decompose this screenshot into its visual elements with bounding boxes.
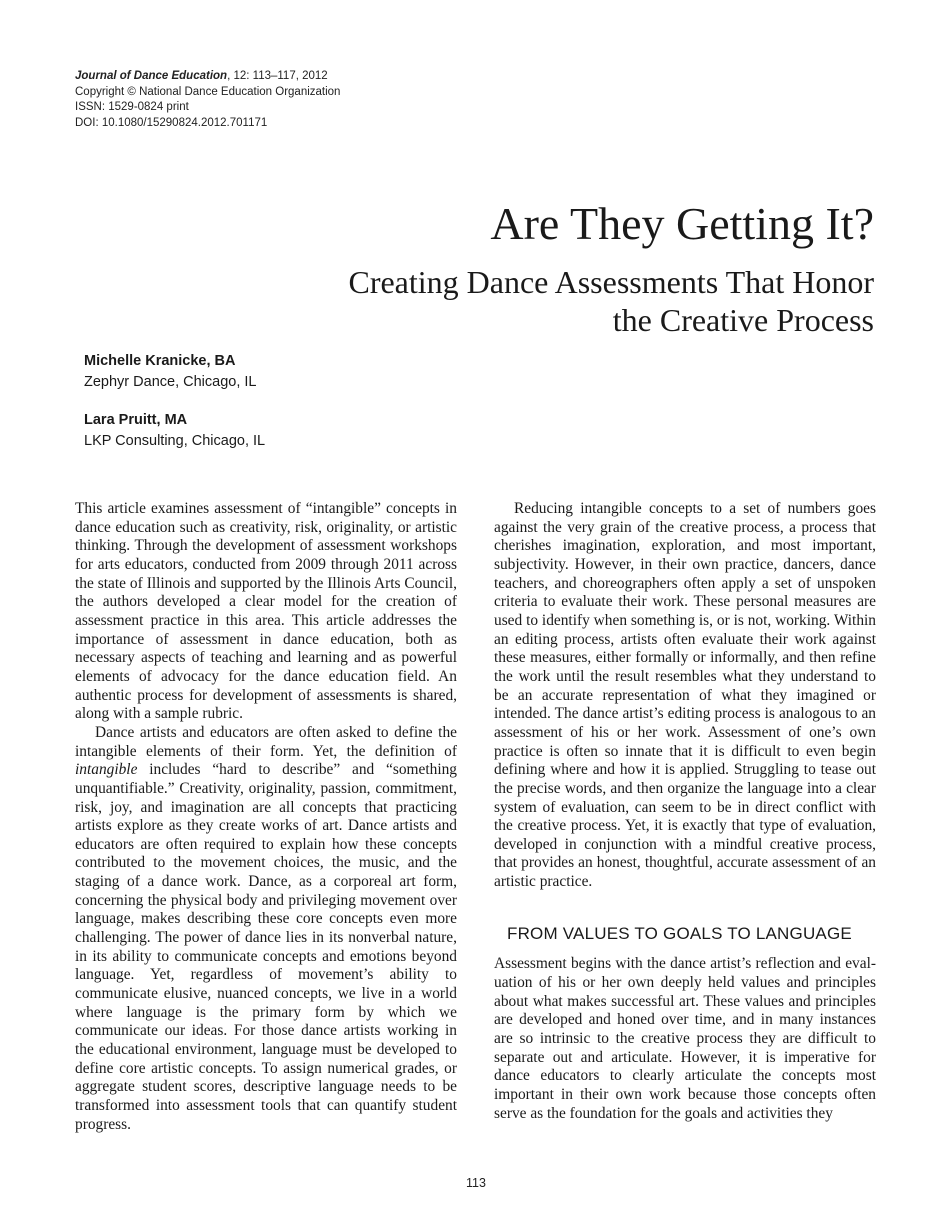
journal-name: Journal of Dance Education bbox=[75, 70, 228, 82]
author-name: Lara Pruitt, MA bbox=[84, 412, 188, 428]
issn-line: ISSN: 1529-0824 print bbox=[75, 101, 189, 113]
body-paragraph: Reducing intangible concepts to a set of numbers goes against the very grain of the creative process, a process that cherishes imagination, exploration, and most important, subjectivity. However, in their own practice, dancers, dance teachers, and choreographers often apply a set of unspoken criteria to evaluate their work. These personal measures are used to identify when something is, or is not, working. Within an editing process, artists often evaluate their work against these measures, either formally or informally, and then refine the work until the result resembles what they understand to be an accurate representation of what they imagined or intended. The dance artist’s editing process is analogous to an assessment of his or her work. Assessment of one’s own practice is often so innate that it is difficult to even begin defining where and how it is applied. Struggling to tease out the precise words, and then organize the language into a clear system of evaluation, can seem to be in direct conflict with the creative process. Yet, it is exactly that type of evaluation, developed in conjunction with a mindful creative process, that provides an honest, thoughtful, accurate assessment of an artistic practice. bbox=[494, 500, 876, 891]
emphasis-text: intangible bbox=[75, 761, 138, 779]
journal-volume: , 12: 113–117, 2012 bbox=[227, 70, 328, 82]
author-block bbox=[84, 351, 256, 393]
right-column bbox=[494, 500, 876, 1123]
article-title: Are They Getting It? bbox=[490, 198, 874, 249]
left-column bbox=[75, 500, 457, 1134]
text-run: Dance artists and educators are often asked to define the intangible elements of their form. Yet, the definition of bbox=[75, 723, 457, 760]
author-block bbox=[84, 410, 265, 452]
author-affiliation: LKP Consulting, Chicago, IL bbox=[84, 433, 266, 449]
author-name: Michelle Kranicke, BA bbox=[84, 353, 236, 369]
copyright-line: Copyright © National Dance Education Organization bbox=[75, 85, 341, 98]
page-number: 113 bbox=[466, 1176, 486, 1190]
author-affiliation: Zephyr Dance, Chicago, IL bbox=[84, 374, 257, 390]
text-run: includes “hard to describe” and “something unquantifiable.” Creativity, originality, passion, commitment, risk, joy, and imagination are all concepts that practicing artists explore as they create works of art. Dance artists and educators are often required to explain how these concepts contributed to the movement choices, the music, and the staging of a dance work. Dance, as a corporeal art form, concerning the physical body and privileging movement over language, makes describing these core concepts even more challenging. The power of dance lies in its nonverbal nature, in its ability to communicate concepts and emotions beyond language. Yet, regardless of movement’s ability to communicate elusive, nuanced concepts, we live in a world where language is the primary form by which we communicate our ideas. For those dance artists working in the educational environment, language must be developed to define core artistic concepts. To assign numerical grades, or aggregate student scores, descriptive language needs to be transformed into assessment tools that can quantify student progress. bbox=[75, 761, 457, 1133]
body-paragraph: Assessment begins with the dance artist’s reflection and evaluation of his or her own deeply held values and principles about what makes successful art. These values and principles are developed and honed over time, and in many instances are so intrinsic to the creative process they are difficult to separate out and articulate. However, it is imperative for dance educators to clearly articulate the concepts most important in their own work because those concepts often serve as the foundation for the goals and activities they bbox=[494, 955, 876, 1122]
body-paragraph bbox=[75, 724, 457, 1134]
doi-line: DOI: 10.1080/15290824.2012.701171 bbox=[75, 116, 268, 129]
abstract-paragraph: This article examines assessment of “intangible” concepts in dance education such as creativity, risk, originality, or artistic thinking. Through the development of assessment workshops for arts educators, conducted from 2009 through 2011 across the state of Illinois and supported by the Illinois Arts Council, the authors developed a clear model for the creation of assessment practice in this area. This article addresses the importance of assessment in dance education, both as necessary aspects of teaching and learning and as powerful elements of advocacy for the dance education field. An authentic process for development of assessments is shared, along with a sample rubric. bbox=[75, 500, 457, 723]
article-subtitle: Creating Dance Assessments That Honor the Creative Process bbox=[348, 264, 874, 338]
section-heading: FROM VALUES TO GOALS TO LANGUAGE bbox=[507, 923, 852, 943]
journal-citation bbox=[75, 69, 340, 85]
journal-header bbox=[75, 69, 340, 131]
